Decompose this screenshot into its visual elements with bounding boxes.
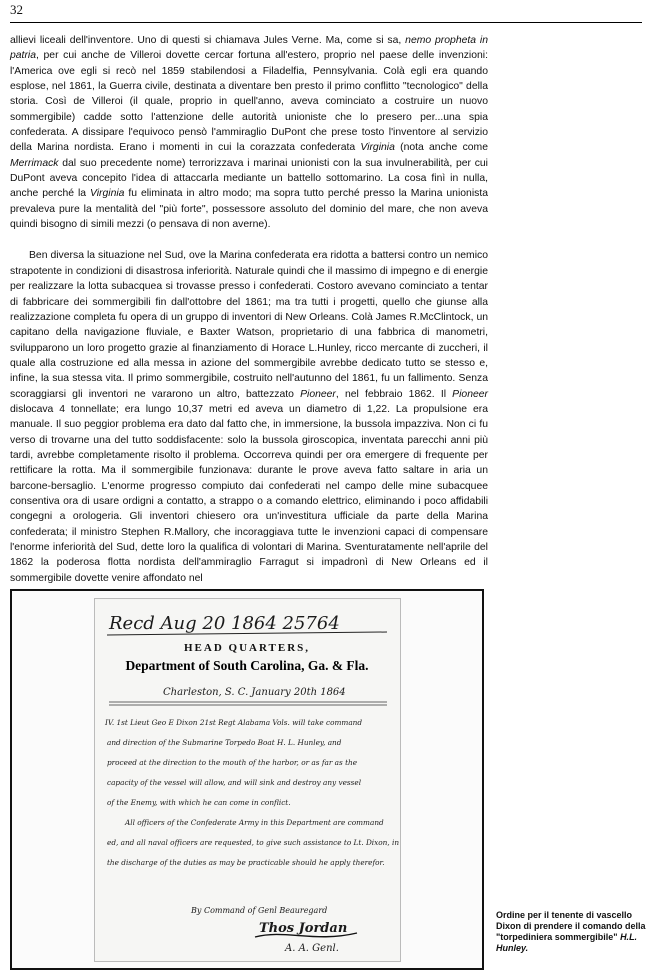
order-line: the discharge of the duties as may be practicable should he apply therefor. [107, 858, 385, 867]
text-run: , per cui anche de Villeroi dovette cercar fortuna all'estero, proprio nel paese delle invenzioni: l'America ove egli si recò nel 1859 stabilendosi a Filadelfia, Pennsylvania. Colà egli era quando esplose, nel 1861, la Guerra civile, destinata a diventare ben presto il primo conflitto "tecnologico" della storia. Così de Villeroi (il quale, proprio in quell'anno, aveva cominciato a costruire un nuovo sommergibile) cadde sotto l'attenzione delle autorità unioniste che lo presero per...una spia confederata. A dissipare l'equivoco pensò l'ammiraglio DuPont che prese tosto l'inventore al servizio della Marina nordista. Erano i momenti in cui la corazzata confederata [10, 50, 488, 154]
text-run: (nota anche come [394, 142, 488, 154]
order-line: IV. 1st Lieut Geo E Dixon 21st Regt Alabama Vols. will take command [105, 718, 363, 727]
article-body [10, 33, 488, 586]
dateline: Charleston, S. C. January 20th 1864 [163, 687, 346, 698]
caption-italic: H.L. Hunley. [496, 932, 638, 953]
order-line: capacity of the vessel will allow, and will sink and destroy any vessel [107, 778, 362, 787]
closing-line: By Command of Genl Beauregard [191, 906, 328, 915]
text-run: allievi liceali dell'inventore. Uno di questi si chiamava Jules Verne. Ma, come si sa, [10, 35, 406, 46]
order-line: All officers of the Confederate Army in this Department are command [125, 818, 384, 827]
page-number: 32 [10, 2, 23, 17]
text-run: dislocava 4 tonnellate; era lungo 10,37 metri ed aveva un diametro di 1,22. La propulsione era manuale. Il suo peggior problema era dato dal fatto che, in immersione, la bussola impazziva. Non ci fu verso di trovarne una del tutto soddisfacente: solo la bussola giroscopica, inventata parecchi anni più tardi, avrebbe completamente risolto il problema. Occorreva quindi per ora emergere di frequente per rettificare la rotta. Ma il sommergibile funzionava: durante le prove aveva fatto saltare in aria un barcone-bersaglio. L'enorme progresso compiuto dai confederati nel campo delle mine subacquee consentiva ora di usare ordigni a contatto, a strappo o a comando elettrico, eliminando i poco affidabili congegni a orologeria. Gli inventori chiesero ora un'investitura ufficiale da parte della Marina confederata; il ministro Stephen R.Mallory, che incoraggiava tutte le invenzioni capaci di compensare l'enorme inferiorità del Sud, dette loro la qualifica di volontari di Marina. Sventuratamente nell'aprile del 1862 la poderosa flotta nordista dell'ammiraglio Farragut si impadronì di New Orleans ed il sommergibile dovette venire affondato nel [10, 403, 488, 584]
italic-run: Virginia [360, 142, 395, 154]
italic-run: Virginia [89, 188, 125, 200]
text-run: dal suo precedente nome) terrorizzava i marinai unionisti con la sua invulnerabilità, per cui DuPont aveva concepito l'idea di attaccarla mediante un battello sottomarino. La cosa finì in nulla, anche perché la [10, 157, 488, 200]
signature: Thos Jordan [259, 921, 348, 936]
paragraph-1 [10, 33, 488, 232]
signature-title: A. A. Genl. [285, 943, 339, 954]
paragraph-2 [10, 248, 488, 586]
figure-caption [496, 910, 646, 954]
order-line: ed, and all naval officers are requested, to give such assistance to Lt. Dixon, in [107, 838, 400, 847]
text-run: , nel febbraio 1862. Il [335, 388, 453, 400]
text-run: fu eliminata in altro modo; ma sopra tutto perché presso la Marina unionista prevaleva pure la mentalità del "più forte", possessore assoluto del dominio del mare, che non aveva quindi bisogno di simili mezzi (o pensava di non averne). [10, 188, 488, 231]
italic-run: Merrimack [10, 157, 59, 169]
historical-order-document [94, 598, 401, 962]
order-line: proceed at the direction to the mouth of the harbor, or as far as the [107, 758, 358, 767]
caption-text: Ordine per il tenente di vascello Dixon di prendere il comando della "torpediniera sommergibile" [496, 910, 646, 942]
order-text [104, 718, 399, 867]
text-run: Ben diversa la situazione nel Sud, ove la Marina confederata era ridotta a battersi contro un nemico strapotente in condizioni di disastrosa inferiorità. Naturale quindi che il massimo di impegno e di energie per realizzare la lotta subacquea si trovasse presso i confederati. Costoro avevano cominciato a tentar di fabbricare dei sommergibili fin dall'ottobre del 1861; ma tra tutti i progetti, quello che giunse alla realizzazione completa fu opera di un gruppo di inventori di New Orleans. Colà James R.McClintock, un capitano della navigazione fluviale, e Baxter Watson, proprietario di una fabbrica di manometri, svilupparono un loro progetto grazie al finanziamento di Horace L.Hunley, ricco mercante di zuccheri, il quale alla costruzione ed alla messa in azione del sommergibile avrebbe dedicato tutto se stesso e, infine, la sua stessa vita. Il primo sommergibile, costruito nell'autunno del 1861, fu un fallimento. Senza scoraggiarsi gli inventori ne vararono un altro, battezzato [10, 250, 488, 400]
order-line: and direction of the Submarine Torpedo Boat H. L. Hunley, and [107, 738, 342, 747]
heading-head-quarters: HEAD QUARTERS, [183, 642, 311, 654]
received-note: Recd Aug 20 1864 25764 [109, 613, 340, 634]
header-rule [10, 22, 642, 23]
order-line: of the Enemy, with which he can come in conflict. [107, 798, 291, 807]
italic-run: Pioneer [300, 388, 336, 400]
heading-department: Department of South Carolina, Ga. & Fla. [125, 658, 369, 673]
italic-run: Pioneer [452, 388, 488, 400]
italic-run: nemo propheta in patria [10, 35, 489, 62]
